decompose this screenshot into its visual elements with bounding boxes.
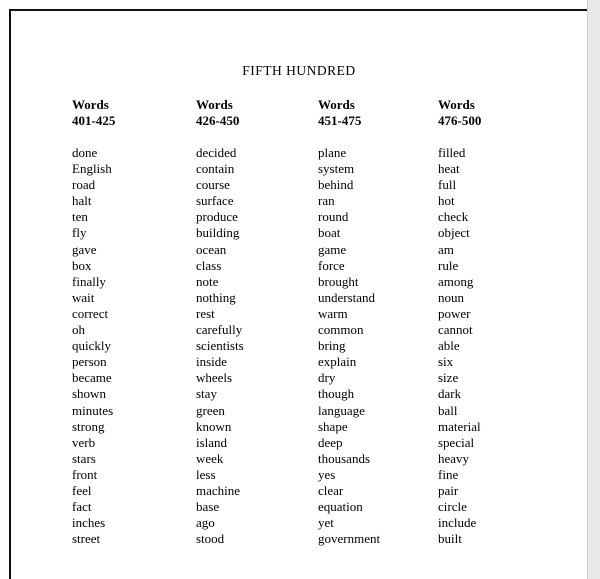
- word-item: stood: [196, 531, 225, 547]
- word-item: minutes: [72, 402, 114, 418]
- word-item: material: [438, 418, 481, 434]
- column-header-range: 451-475: [318, 113, 362, 128]
- word-item: fact: [72, 499, 92, 515]
- word-item: building: [196, 225, 240, 241]
- word-item: filled: [438, 145, 466, 160]
- word-item: produce: [196, 209, 238, 225]
- word-item: nothing: [196, 289, 236, 305]
- word-item: ran: [318, 193, 335, 209]
- word-item: round: [318, 209, 349, 225]
- word-item: boat: [318, 225, 341, 241]
- word-item: warm: [318, 305, 348, 321]
- word-item: am: [438, 241, 454, 257]
- document-page: [11, 11, 587, 579]
- word-item: fly: [72, 225, 87, 241]
- word-item: done: [72, 145, 98, 160]
- word-item: deep: [318, 434, 343, 450]
- word-item: force: [318, 257, 345, 273]
- word-item: feel: [72, 482, 92, 498]
- word-item: government: [318, 531, 381, 547]
- word-column-1: [72, 97, 196, 547]
- column-header-label: Words: [72, 97, 109, 112]
- word-item: yes: [318, 466, 336, 482]
- column-header: [72, 97, 196, 129]
- word-item: ago: [196, 515, 215, 531]
- page-title: FIFTH HUNDRED: [242, 63, 356, 78]
- word-item: able: [438, 338, 460, 354]
- word-item: surface: [196, 193, 234, 209]
- word-item: special: [438, 434, 475, 450]
- word-item: system: [318, 161, 355, 177]
- word-item: finally: [72, 273, 106, 289]
- column-header: [438, 97, 558, 129]
- word-item: behind: [318, 177, 354, 193]
- word-item: size: [438, 370, 459, 386]
- column-header-label: Words: [196, 97, 233, 112]
- word-item: base: [196, 499, 220, 515]
- column-header-range: 476-500: [438, 113, 482, 128]
- word-item: equation: [318, 499, 363, 515]
- word-item: class: [196, 257, 222, 273]
- word-item: understand: [318, 289, 376, 305]
- word-item: circle: [438, 499, 467, 515]
- word-item: six: [438, 354, 454, 370]
- word-column-3: [318, 97, 438, 547]
- word-item: bring: [318, 338, 346, 354]
- word-item: less: [196, 466, 216, 482]
- word-item: built: [438, 531, 462, 547]
- word-item: course: [196, 177, 230, 193]
- word-item: rule: [438, 257, 459, 273]
- word-item: shape: [318, 418, 348, 434]
- word-item: halt: [72, 193, 92, 209]
- word-column-4: [438, 97, 558, 547]
- word-item: though: [318, 386, 355, 402]
- word-item: scientists: [196, 338, 244, 354]
- word-item: check: [438, 209, 469, 225]
- column-header-label: Words: [438, 97, 475, 112]
- word-item: inside: [196, 354, 228, 370]
- word-item: among: [438, 273, 474, 289]
- word-item: note: [196, 273, 219, 289]
- word-item: inches: [72, 515, 106, 531]
- word-item: plane: [318, 145, 347, 160]
- word-item: hot: [438, 193, 455, 209]
- word-item: front: [72, 466, 98, 482]
- word-item: person: [72, 354, 107, 370]
- vertical-scrollbar[interactable]: [587, 0, 600, 579]
- word-item: shown: [72, 386, 106, 402]
- word-item: English: [72, 161, 112, 177]
- word-item: stars: [72, 450, 96, 466]
- word-item: contain: [196, 161, 235, 177]
- word-item: fine: [438, 466, 459, 482]
- word-item: verb: [72, 434, 96, 450]
- word-item: became: [72, 370, 112, 386]
- word-item: full: [438, 177, 457, 193]
- word-item: wheels: [196, 370, 233, 386]
- word-item: heat: [438, 161, 460, 177]
- column-header-range: 426-450: [196, 113, 240, 128]
- word-item: object: [438, 225, 470, 241]
- word-item: yet: [318, 515, 334, 531]
- word-item: include: [438, 515, 477, 531]
- word-item: ten: [72, 209, 88, 225]
- word-item: cannot: [438, 322, 473, 338]
- word-item: street: [72, 531, 101, 547]
- word-item: brought: [318, 273, 359, 289]
- column-header: [196, 97, 318, 129]
- word-item: quickly: [72, 338, 111, 354]
- column-header: [318, 97, 438, 129]
- word-column-2: [196, 97, 318, 547]
- word-item: stay: [196, 386, 217, 402]
- word-item: ocean: [196, 241, 227, 257]
- word-item: clear: [318, 482, 344, 498]
- word-item: known: [196, 418, 232, 434]
- word-item: ball: [438, 402, 458, 418]
- word-item: thousands: [318, 450, 370, 466]
- word-item: power: [438, 305, 471, 321]
- word-item: correct: [72, 305, 109, 321]
- word-item: road: [72, 177, 96, 193]
- word-item: oh: [72, 322, 85, 338]
- word-item: machine: [196, 482, 241, 498]
- word-item: wait: [72, 289, 95, 305]
- word-item: dark: [438, 386, 462, 402]
- word-item: dry: [318, 370, 336, 386]
- word-item: rest: [196, 305, 215, 321]
- word-item: explain: [318, 354, 357, 370]
- word-item: noun: [438, 289, 464, 305]
- word-item: gave: [72, 241, 97, 257]
- word-item: decided: [196, 145, 237, 160]
- word-item: island: [196, 434, 228, 450]
- column-header-label: Words: [318, 97, 355, 112]
- word-item: strong: [72, 418, 105, 434]
- word-item: game: [318, 241, 347, 257]
- word-columns: [11, 97, 587, 547]
- word-item: box: [72, 257, 92, 273]
- word-item: green: [196, 402, 225, 418]
- word-item: carefully: [196, 322, 243, 338]
- word-item: language: [318, 402, 365, 418]
- word-item: week: [196, 450, 224, 466]
- word-item: heavy: [438, 450, 470, 466]
- word-item: common: [318, 322, 364, 338]
- word-item: pair: [438, 482, 459, 498]
- column-header-range: 401-425: [72, 113, 116, 128]
